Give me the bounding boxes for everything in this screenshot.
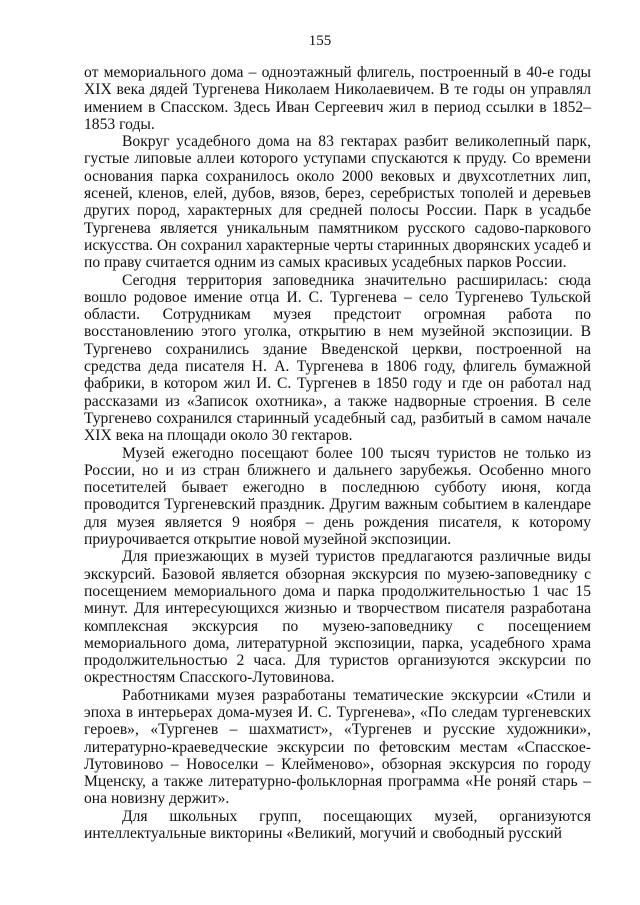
paragraph-7: Для школьных групп, посещающих музей, организуются интеллектуальные викторины «Великий, могучий и свободный русский [84,807,591,843]
page-number: 155 [308,33,332,49]
paragraph-3: Сегодня территория заповедника значительно расширилась: сюда вошло родовое имение отца И. С. Тургенева – село Тургенево Тульской области. Сотрудникам музея предстоит огромная работа по восстановлению этого уголка, открытию в нем музейной экспозиции. В Тургенево сохранились здание Введенской церкви, построенной на средства деда писателя Н. А. Тургенева в 1806 году, флигель бумажной фабрики, в котором жил И. С. Тургенев в 1850 году и где он работал над рассказами из «Записок охотника», а также надворные строения. В селе Тургенево сохранился старинный усадебный сад, разбитый в самом начале XIX века на площади около 30 гектаров. [84,271,591,445]
paragraph-5: Для приезжающих в музей туристов предлагаются различные виды экскурсий. Базовой является обзорная экскурсия по музею-заповеднику с посещением мемориального дома и парка продолжительностью 1 час 15 минут. Для интересующихся жизнью и творчеством писателя разработана комплексная экскурсия по музею-заповеднику с посещением мемориального дома, литературной экспозиции, парка, усадебного храма продолжительностью 2 часа. Для туристов организуются экскурсии по окрестностям Спасского-Лутовинова. [84,548,591,687]
paragraph-1: от мемориального дома – одноэтажный флигель, построенный в 40-е годы XIX века дядей Тургенева Николаем Николаевичем. В те годы он управлял имением в Спасском. Здесь Иван Сергеевич жил в период ссылки в 1852–1853 годы. [84,64,591,133]
paragraph-4: Музей ежегодно посещают более 100 тысяч туристов не только из России, но и из стран ближнего и дальнего зарубежья. Особенно много посетителей бывает ежегодно в последнюю субботу июня, когда проводится Тургеневский праздник. Другим важным событием в календаре для музея является 9 ноября – день рождения писателя, к которому приурочивается открытие новой музейной экспозиции. [84,444,591,549]
paragraph-6: Работниками музея разработаны тематические экскурсии «Стили и эпоха в интерьерах дома-музея И. С. Тургенева», «По следам тургеневских героев», «Тургенев – шахматист», «Тургенев и русские художники», литературно-краеведческие экскурсии по фетовским местам «Спасское-Лутовиново – Новоселки – Клейменово», обзорная экскурсия по городу Мценску, а также литературно-фольклорная программа «Не роняй старь – она новизну держит». [84,686,591,808]
paragraph-2: Вокруг усадебного дома на 83 гектарах разбит великолепный парк, густые липовые аллеи которого уступами спускаются к пруду. Со времени основания парка сохранилось около 2000 вековых и двухсотлетних лип, ясеней, кленов, елей, дубов, вязов, берез, серебристых тополей и деревьев других пород, характерных для средней полосы России. Парк в усадьбе Тургенева является уникальным памятником русского садово-паркового искусства. Он сохранил характерные черты старинных дворянских усадеб и по праву считается одним из самых красивых усадебных парков России. [84,133,591,272]
body-text [84,64,591,842]
